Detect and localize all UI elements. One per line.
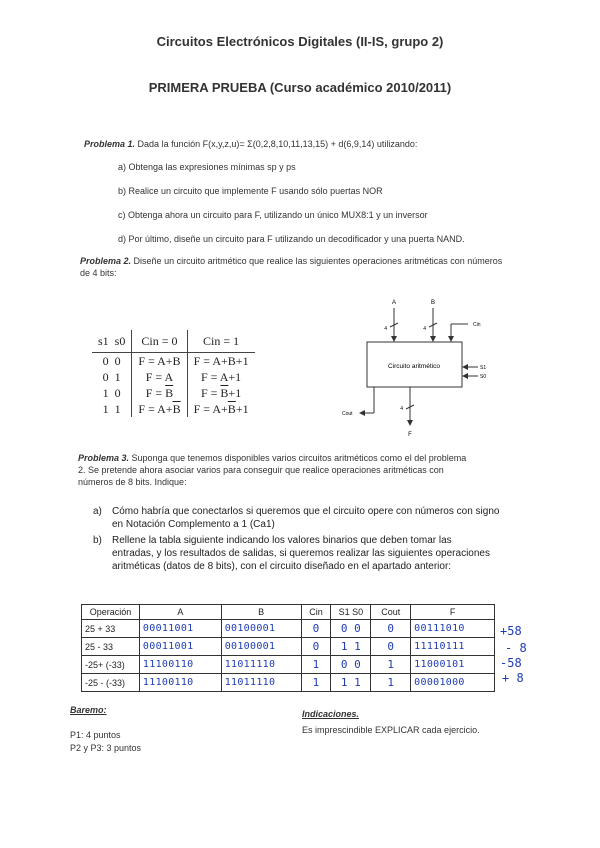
col-cout: Cout (371, 605, 411, 620)
b-cell: 11011110 (221, 674, 301, 692)
problem-2-text: Diseñe un circuito aritmético que realice las siguientes operaciones aritméticas con números de 4 bits: (80, 256, 503, 278)
sel-cell: 0 1 (92, 369, 132, 385)
col-cin: Cin (301, 605, 331, 620)
problem-1-item-a: a) Obtenga las expresiones mínimas sp y ps (118, 162, 296, 172)
cin1-cell: F = A+B+1 (193, 353, 249, 368)
op-cell: 25 - 33 (82, 638, 140, 656)
col-operacion: Operación (82, 605, 140, 620)
f-cell: 11000101 (411, 656, 495, 674)
sel-cell: 1 1 (92, 401, 132, 417)
operations-row (92, 353, 255, 370)
cin0-cell: $F = A+\overline{B}$ (132, 401, 187, 417)
results-row (82, 656, 495, 674)
problem-2-label: Problema 2. (80, 256, 132, 266)
cin0-cell: F = A (132, 369, 187, 385)
cout-label: Cout (342, 411, 353, 417)
results-header-row (82, 605, 495, 620)
indicaciones-title: Indicaciones. (302, 709, 360, 719)
op-cell: 25 + 33 (82, 620, 140, 638)
input-a-bus-width: 4 (384, 326, 387, 332)
results-row (82, 620, 495, 638)
operations-table (92, 330, 255, 417)
cin-label: Cin (473, 322, 481, 328)
output-f-bus-width: 4 (400, 406, 403, 412)
cin-cell: 1 (301, 674, 331, 692)
col-b: B (221, 605, 301, 620)
sel-cell: 0 0 (92, 353, 132, 370)
operations-row (92, 401, 255, 417)
sel-cell: 1 0 (92, 385, 132, 401)
header-s1: s1 (98, 333, 109, 348)
cin1-cell: $F = \overline{B}+1$ (200, 385, 242, 400)
b-cell: 00100001 (221, 620, 301, 638)
output-f-label: F (408, 432, 412, 438)
cin0-cell: F = A+B (132, 353, 187, 370)
f-cell: 00001000 (411, 674, 495, 692)
cin-cell: 0 (301, 620, 331, 638)
problem-3-item-a-marker: a) (93, 506, 102, 517)
arithmetic-circuit-diagram (330, 295, 500, 445)
a-cell: 00011001 (139, 620, 221, 638)
margin-note: + 8 (502, 671, 524, 685)
col-a: A (139, 605, 221, 620)
problem-1-statement (84, 138, 524, 150)
problem-3-text: Suponga que tenemos disponibles varios circuitos aritméticos como el del problema 2. Se pretende ahora asociar varios para conseguir que realice operaciones aritméticas con números de 8 bits. Indique: (78, 453, 467, 487)
problem-1-item-c: c) Obtenga ahora un circuito para F, utilizando un único MUX8:1 y un inversor (118, 210, 428, 220)
cin1-cell: F = A+1 (200, 369, 242, 384)
input-b-label: B (430, 300, 436, 306)
cout-cell: 1 (371, 674, 411, 692)
problem-1-item-b: b) Realice un circuito que implemente F usando sólo puertas NOR (118, 186, 383, 196)
cin-cell: 0 (301, 638, 331, 656)
b-cell: 00100001 (221, 638, 301, 656)
s-cell: 0 0 (331, 620, 371, 638)
header-s0: s0 (114, 333, 126, 348)
baremo-line: P2 y P3: 3 puntos (70, 743, 142, 753)
s-cell: 0 0 (331, 656, 371, 674)
cout-cell: 1 (371, 656, 411, 674)
problem-3-item-a: Cómo habría que conectarlos si queremos que el circuito opere con números con signo en Notación Complemento a 1 (Ca1) (112, 506, 500, 530)
a-cell: 11100110 (139, 656, 221, 674)
op-cell: -25 - (-33) (82, 674, 140, 692)
indicaciones-text: Es imprescindible EXPLICAR cada ejercicio. (302, 725, 480, 735)
s0-label: S0 (480, 374, 487, 380)
op-cell: -25+ (-33) (82, 656, 140, 674)
s-cell: 1 1 (331, 674, 371, 692)
margin-note: +58 (500, 624, 522, 638)
problem-3-item-b-marker: b) (93, 535, 102, 546)
circuit-block-label: Circuito aritmético (387, 363, 441, 370)
problem-3-item-b: Rellene la tabla siguiente indicando los valores binarios que deben tomar las entradas, y los resultados de salidas, si queremos realizar las siguientes operaciones aritméticas (datos de 8 bits), con el circuito diseñado en el apartado anterior: (112, 535, 490, 572)
cout-cell: 0 (371, 620, 411, 638)
col-cin-0: Cin = 0 (132, 330, 187, 353)
operations-header-row (92, 330, 255, 353)
b-cell: 11011110 (221, 656, 301, 674)
exam-title: PRIMERA PRUEBA (Curso académico 2010/2011) (148, 80, 452, 95)
col-s1-s0 (92, 330, 132, 353)
baremo-line: P1: 4 puntos (70, 730, 121, 740)
course-title: Circuitos Electrónicos Digitales (II-IS, grupo 2) (156, 34, 444, 49)
cin1-cell: $F = A+\overline{B}+1$ (193, 401, 249, 416)
a-cell: 11100110 (139, 674, 221, 692)
margin-note: -58 (500, 656, 522, 670)
col-f: F (411, 605, 495, 620)
col-cin-1: Cin = 1 (203, 333, 240, 348)
input-a-label: A (391, 300, 397, 306)
s-cell: 1 1 (331, 638, 371, 656)
problem-1-label: Problema 1. (84, 139, 136, 149)
problem-3-label: Problema 3. (78, 453, 130, 463)
cin0-cell: $F = \overline{B}$ (132, 385, 187, 401)
operations-row (92, 385, 255, 401)
results-table (81, 604, 495, 692)
a-cell: 00011001 (139, 638, 221, 656)
f-cell: 11110111 (411, 638, 495, 656)
col-s1s0: S1 S0 (331, 605, 371, 620)
margin-note: - 8 (505, 641, 527, 655)
results-row (82, 638, 495, 656)
input-b-bus-width: 4 (423, 326, 426, 332)
problem-1-text: Dada la función F(x,y,z,u)= Σ(0,2,8,10,11,13,15) + d(6,9,14) utilizando: (137, 139, 418, 149)
problem-1-item-d: d) Por último, diseñe un circuito para F utilizando un decodificador y una puerta NAND. (118, 234, 465, 244)
results-row (82, 674, 495, 692)
baremo-title: Baremo: (70, 705, 107, 715)
cin-cell: 1 (301, 656, 331, 674)
operations-row (92, 369, 255, 385)
problem-2-statement (80, 255, 514, 279)
s1-label: S1 (480, 365, 487, 371)
problem-3-statement (78, 452, 474, 488)
f-cell: 00111010 (411, 620, 495, 638)
cout-cell: 0 (371, 638, 411, 656)
